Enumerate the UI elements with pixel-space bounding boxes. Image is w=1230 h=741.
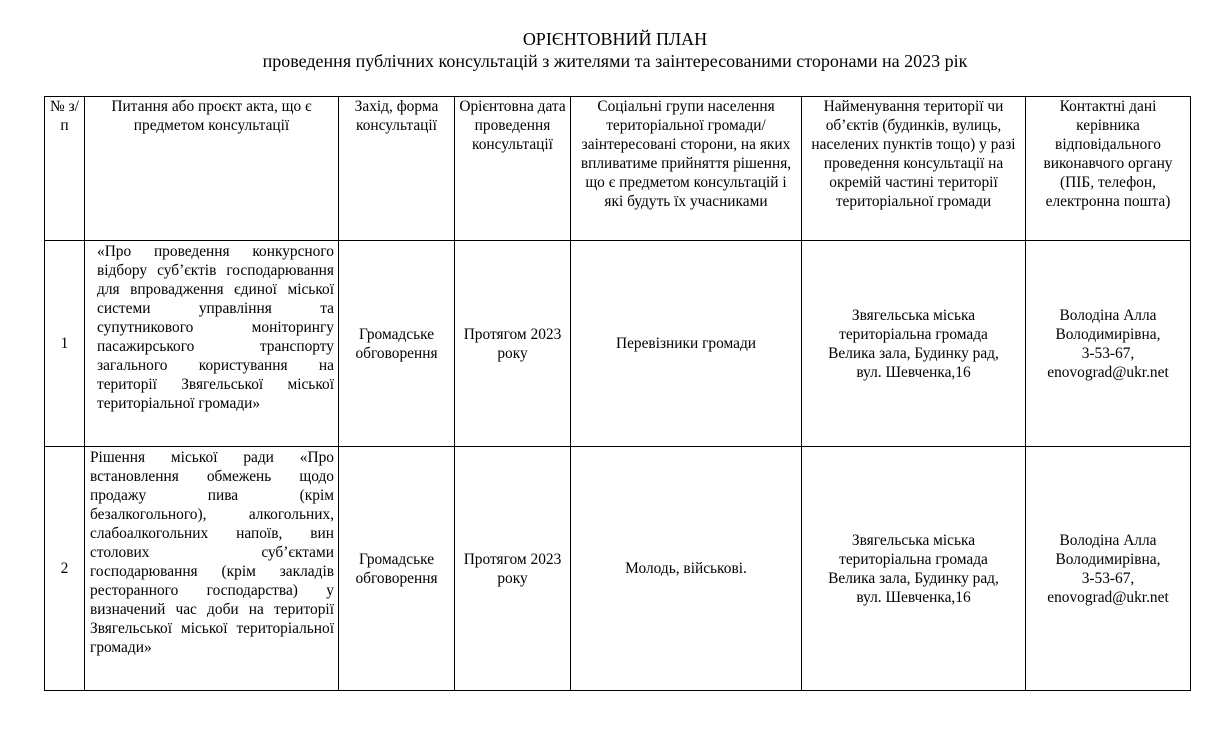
- territory-line: Звягельська міська: [851, 531, 976, 549]
- territory-line: Звягельська міська: [851, 306, 976, 324]
- header-num: № з/п: [45, 97, 85, 241]
- territory-line: територіальна громада: [839, 325, 988, 343]
- header-subject: Питання або проєкт акта, що є предметом консультації: [85, 97, 339, 241]
- territory-line: територіальна громада: [839, 550, 988, 568]
- table-header-row: [45, 97, 1191, 241]
- contact-email: enovograd@ukr.net: [1047, 588, 1169, 606]
- territory-line: вул. Шевченка,16: [856, 363, 971, 381]
- contact-line: Володимирівна,: [1055, 550, 1161, 568]
- territory-line: Велика зала, Будинку рад,: [828, 344, 999, 362]
- row-date: Протягом 2023 року: [455, 241, 571, 447]
- header-contact: Контактні дані керівника відповідального виконавчого органу (ПІБ, телефон, електронна пошта): [1026, 97, 1191, 241]
- table-row: [45, 241, 1191, 447]
- row-groups: Перевізники громади: [571, 241, 802, 447]
- header-date: Орієнтовна дата проведення консультації: [455, 97, 571, 241]
- row-territory: [802, 447, 1026, 691]
- contact-line: 3-53-67,: [1081, 569, 1135, 587]
- consultation-plan-table: [44, 96, 1191, 691]
- contact-line: Володимирівна,: [1055, 325, 1161, 343]
- header-territory: Найменування території чи об’єктів (будинків, вулиць, населених пунктів тощо) у разі проведення консультації на окремій частині території територіальної громади: [802, 97, 1026, 241]
- row-contact: [1026, 241, 1191, 447]
- header-form: Захід, форма консультації: [339, 97, 455, 241]
- row-num: 2: [45, 447, 85, 691]
- table-row: [45, 447, 1191, 691]
- row-subject: «Про проведення конкурсного відбору суб’єктів господарювання для впровадження єдиної міської системи управління та супутникового моніторингу пасажирського транспорту загального користування на території Звягельської міської територіальної громади»: [85, 241, 339, 447]
- row-num: 1: [45, 241, 85, 447]
- contact-line: Володіна Алла: [1059, 531, 1157, 549]
- contact-line: Володіна Алла: [1059, 306, 1157, 324]
- contact-email: enovograd@ukr.net: [1047, 363, 1169, 381]
- row-form: Громадське обговорення: [339, 241, 455, 447]
- header-groups: Соціальні групи населення територіальної громади/ заінтересовані сторони, на яких впливатиме прийняття рішення, що є предметом консультацій і які будуть їх учасниками: [571, 97, 802, 241]
- row-subject: Рішення міської ради «Про встановлення обмежень щодо продажу пива (крім безалкогольного), алкогольних, слабоалкогольних напоїв, вин столових суб’єктами господарювання (крім закладів ресторанного господарства) у визначений час доби на території Звягельської міської територіальної громади»: [85, 447, 339, 691]
- row-date: Протягом 2023 року: [455, 447, 571, 691]
- document-subtitle: проведення публічних консультацій з жителями та заінтересованими сторонами на 2023 рік: [262, 51, 968, 71]
- territory-line: Велика зала, Будинку рад,: [828, 569, 999, 587]
- territory-line: вул. Шевченка,16: [856, 588, 971, 606]
- row-territory: [802, 241, 1026, 447]
- row-contact: [1026, 447, 1191, 691]
- document-title: ОРІЄНТОВНИЙ ПЛАН: [522, 29, 708, 49]
- contact-line: 3-53-67,: [1081, 344, 1135, 362]
- row-form: Громадське обговорення: [339, 447, 455, 691]
- row-groups: Молодь, військові.: [571, 447, 802, 691]
